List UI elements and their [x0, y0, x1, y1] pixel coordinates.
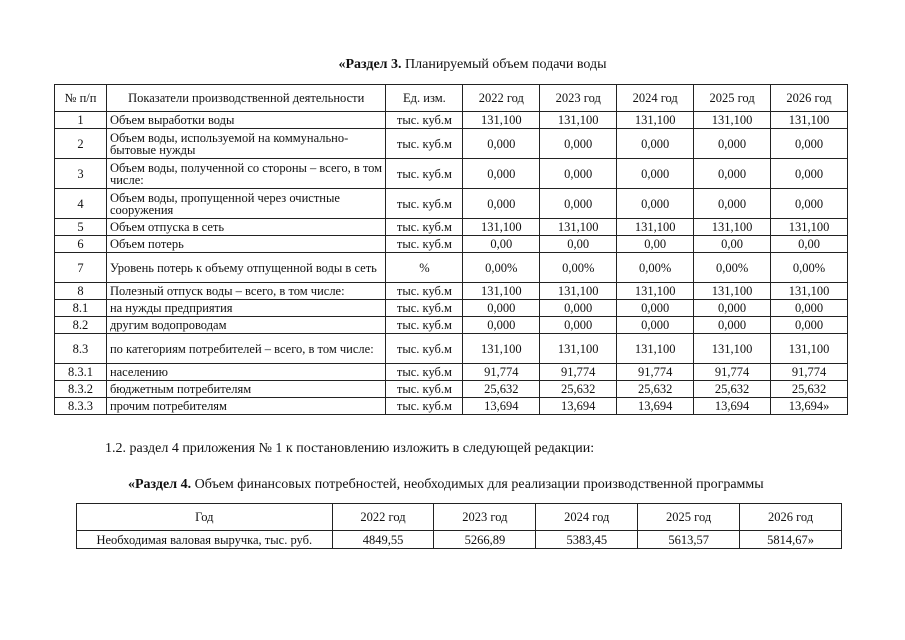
value-cell: 13,694 — [617, 398, 694, 415]
value-cell: 0,00 — [771, 236, 848, 253]
value-cell: 25,632 — [540, 381, 617, 398]
value-cell: 13,694» — [771, 398, 848, 415]
table-row — [55, 381, 848, 398]
row-number-cell: 1 — [55, 112, 107, 129]
amendment-paragraph: 1.2. раздел 4 приложения № 1 к постановлению изложить в следующей редакции: — [105, 441, 595, 456]
water-supply-table-body — [55, 112, 848, 415]
value-cell: 0,000 — [771, 129, 848, 159]
header-cell: Ед. изм. — [386, 85, 463, 112]
header-cell: 2022 год — [463, 85, 540, 112]
indicator-name-cell: Объем воды, полученной со стороны – всего, в том числе: — [106, 159, 386, 189]
table-row — [55, 112, 848, 129]
table-row — [55, 334, 848, 364]
value-cell: 0,000 — [463, 189, 540, 219]
value-cell: 131,100 — [540, 112, 617, 129]
value-cell: 131,100 — [463, 219, 540, 236]
value-cell: 4849,55 — [332, 531, 434, 549]
indicator-name-cell: прочим потребителям — [106, 398, 386, 415]
value-cell: 131,100 — [540, 334, 617, 364]
value-cell: 131,100 — [771, 283, 848, 300]
unit-cell: тыс. куб.м — [386, 398, 463, 415]
section-4-label: Раздел 4. — [135, 477, 192, 492]
value-cell: 0,000 — [617, 129, 694, 159]
value-cell: 0,000 — [540, 317, 617, 334]
indicator-name-cell: Полезный отпуск воды – всего, в том числе: — [106, 283, 386, 300]
unit-cell: тыс. куб.м — [386, 334, 463, 364]
value-cell: 0,000 — [617, 189, 694, 219]
value-cell: 0,000 — [771, 159, 848, 189]
unit-cell: тыс. куб.м — [386, 219, 463, 236]
header-cell: 2024 год — [536, 504, 638, 531]
indicator-name-cell: другим водопроводам — [106, 317, 386, 334]
unit-cell: тыс. куб.м — [386, 317, 463, 334]
value-cell: 0,000 — [771, 300, 848, 317]
row-number-cell: 7 — [55, 253, 107, 283]
section-4-heading: Объем финансовых потребностей, необходимых для реализации производственной программы — [191, 477, 764, 492]
value-cell: 0,00% — [694, 253, 771, 283]
value-cell: 91,774 — [617, 364, 694, 381]
unit-cell: тыс. куб.м — [386, 364, 463, 381]
row-number-cell: 3 — [55, 159, 107, 189]
value-cell: 0,00% — [617, 253, 694, 283]
value-cell: 0,000 — [463, 300, 540, 317]
value-cell: 13,694 — [540, 398, 617, 415]
value-cell: 0,00 — [463, 236, 540, 253]
table-row — [55, 159, 848, 189]
unit-cell: тыс. куб.м — [386, 129, 463, 159]
table-row — [55, 219, 848, 236]
row-number-cell: 6 — [55, 236, 107, 253]
indicator-name-cell: Уровень потерь к объему отпущенной воды в сеть — [106, 253, 386, 283]
header-cell: 2025 год — [638, 504, 740, 531]
table-row — [55, 300, 848, 317]
value-cell: 91,774 — [463, 364, 540, 381]
unit-cell: тыс. куб.м — [386, 159, 463, 189]
unit-cell: тыс. куб.м — [386, 236, 463, 253]
table-row — [55, 364, 848, 381]
indicator-name-cell: населению — [106, 364, 386, 381]
value-cell: 5266,89 — [434, 531, 536, 549]
value-cell: 131,100 — [463, 112, 540, 129]
value-cell: 0,000 — [540, 300, 617, 317]
value-cell: 0,00 — [694, 236, 771, 253]
row-number-cell: 8.2 — [55, 317, 107, 334]
value-cell: 131,100 — [617, 112, 694, 129]
value-cell: 0,000 — [540, 159, 617, 189]
indicator-name-cell: Объем воды, пропущенной через очистные сооружения — [106, 189, 386, 219]
value-cell: 0,00% — [540, 253, 617, 283]
header-cell: Показатели производственной деятельности — [106, 85, 386, 112]
indicator-name-cell: Объем выработки воды — [106, 112, 386, 129]
value-cell: 5383,45 — [536, 531, 638, 549]
value-cell: 91,774 — [771, 364, 848, 381]
value-cell: 0,000 — [694, 159, 771, 189]
table-header-row — [55, 85, 848, 112]
value-cell: 0,000 — [771, 317, 848, 334]
header-cell: 2022 год — [332, 504, 434, 531]
table-row — [55, 236, 848, 253]
row-number-cell: 4 — [55, 189, 107, 219]
indicator-name-cell: Объем воды, используемой на коммунально-бытовые нужды — [106, 129, 386, 159]
row-number-cell: 8.3 — [55, 334, 107, 364]
value-cell: 0,000 — [694, 317, 771, 334]
table-row — [55, 129, 848, 159]
section-4-quote: « — [128, 477, 135, 492]
value-cell: 0,000 — [694, 189, 771, 219]
table-row — [55, 283, 848, 300]
header-cell: 2023 год — [540, 85, 617, 112]
row-number-cell: 8 — [55, 283, 107, 300]
value-cell: 131,100 — [540, 219, 617, 236]
financial-needs-table — [76, 503, 842, 549]
row-number-cell: 2 — [55, 129, 107, 159]
value-cell: 0,000 — [694, 300, 771, 317]
value-cell: 131,100 — [617, 283, 694, 300]
value-cell: 0,000 — [463, 159, 540, 189]
value-cell: 0,00 — [540, 236, 617, 253]
header-cell: 2026 год — [740, 504, 842, 531]
unit-cell: тыс. куб.м — [386, 112, 463, 129]
section-3-title — [0, 57, 905, 73]
table-row — [55, 317, 848, 334]
unit-cell: тыс. куб.м — [386, 283, 463, 300]
row-number-cell: 8.1 — [55, 300, 107, 317]
header-cell: Год — [77, 504, 333, 531]
indicator-name-cell: Объем потерь — [106, 236, 386, 253]
value-cell: 131,100 — [694, 219, 771, 236]
value-cell: 131,100 — [463, 334, 540, 364]
table-row — [55, 189, 848, 219]
table-row — [77, 531, 842, 549]
value-cell: 0,00% — [771, 253, 848, 283]
value-cell: 131,100 — [617, 334, 694, 364]
value-cell: 131,100 — [617, 219, 694, 236]
table-header-row — [77, 504, 842, 531]
header-cell: № п/п — [55, 85, 107, 112]
unit-cell: тыс. куб.м — [386, 381, 463, 398]
section-3-heading: Планируемый объем подачи воды — [401, 57, 607, 72]
value-cell: 25,632 — [771, 381, 848, 398]
unit-cell: % — [386, 253, 463, 283]
water-supply-table — [54, 84, 848, 415]
section-4-title — [128, 477, 764, 493]
value-cell: 0,000 — [617, 317, 694, 334]
value-cell: 91,774 — [540, 364, 617, 381]
value-cell: 131,100 — [694, 283, 771, 300]
value-cell: 0,000 — [617, 300, 694, 317]
value-cell: 13,694 — [463, 398, 540, 415]
indicator-name-cell: по категориям потребителей – всего, в том числе: — [106, 334, 386, 364]
unit-cell: тыс. куб.м — [386, 300, 463, 317]
row-number-cell: 8.3.3 — [55, 398, 107, 415]
indicator-name-cell: Объем отпуска в сеть — [106, 219, 386, 236]
header-cell: 2023 год — [434, 504, 536, 531]
value-cell: 13,694 — [694, 398, 771, 415]
value-cell: 0,000 — [463, 317, 540, 334]
value-cell: 131,100 — [771, 219, 848, 236]
value-cell: 131,100 — [694, 334, 771, 364]
indicator-name-cell: бюджетным потребителям — [106, 381, 386, 398]
header-cell: 2025 год — [694, 85, 771, 112]
value-cell: 131,100 — [540, 283, 617, 300]
section-3-label: Раздел 3. — [345, 57, 402, 72]
value-cell: 0,000 — [540, 129, 617, 159]
table-row — [55, 398, 848, 415]
value-cell: 0,000 — [617, 159, 694, 189]
value-cell: 25,632 — [463, 381, 540, 398]
header-cell: 2026 год — [771, 85, 848, 112]
row-number-cell: 8.3.2 — [55, 381, 107, 398]
value-cell: 5613,57 — [638, 531, 740, 549]
value-cell: 0,000 — [694, 129, 771, 159]
row-number-cell: 5 — [55, 219, 107, 236]
table-row — [55, 253, 848, 283]
value-cell: 131,100 — [771, 112, 848, 129]
value-cell: 25,632 — [617, 381, 694, 398]
value-cell: 25,632 — [694, 381, 771, 398]
indicator-name-cell: на нужды предприятия — [106, 300, 386, 317]
value-cell: 0,00% — [463, 253, 540, 283]
value-cell: 131,100 — [463, 283, 540, 300]
header-cell: 2024 год — [617, 85, 694, 112]
section-3-quote: « — [338, 57, 346, 72]
value-cell: 131,100 — [694, 112, 771, 129]
value-cell: 0,00 — [617, 236, 694, 253]
row-number-cell: 8.3.1 — [55, 364, 107, 381]
value-cell: 0,000 — [540, 189, 617, 219]
row-label-cell: Необходимая валовая выручка, тыс. руб. — [77, 531, 333, 549]
value-cell: 91,774 — [694, 364, 771, 381]
value-cell: 0,000 — [771, 189, 848, 219]
value-cell: 5814,67» — [740, 531, 842, 549]
value-cell: 131,100 — [771, 334, 848, 364]
unit-cell: тыс. куб.м — [386, 189, 463, 219]
value-cell: 0,000 — [463, 129, 540, 159]
